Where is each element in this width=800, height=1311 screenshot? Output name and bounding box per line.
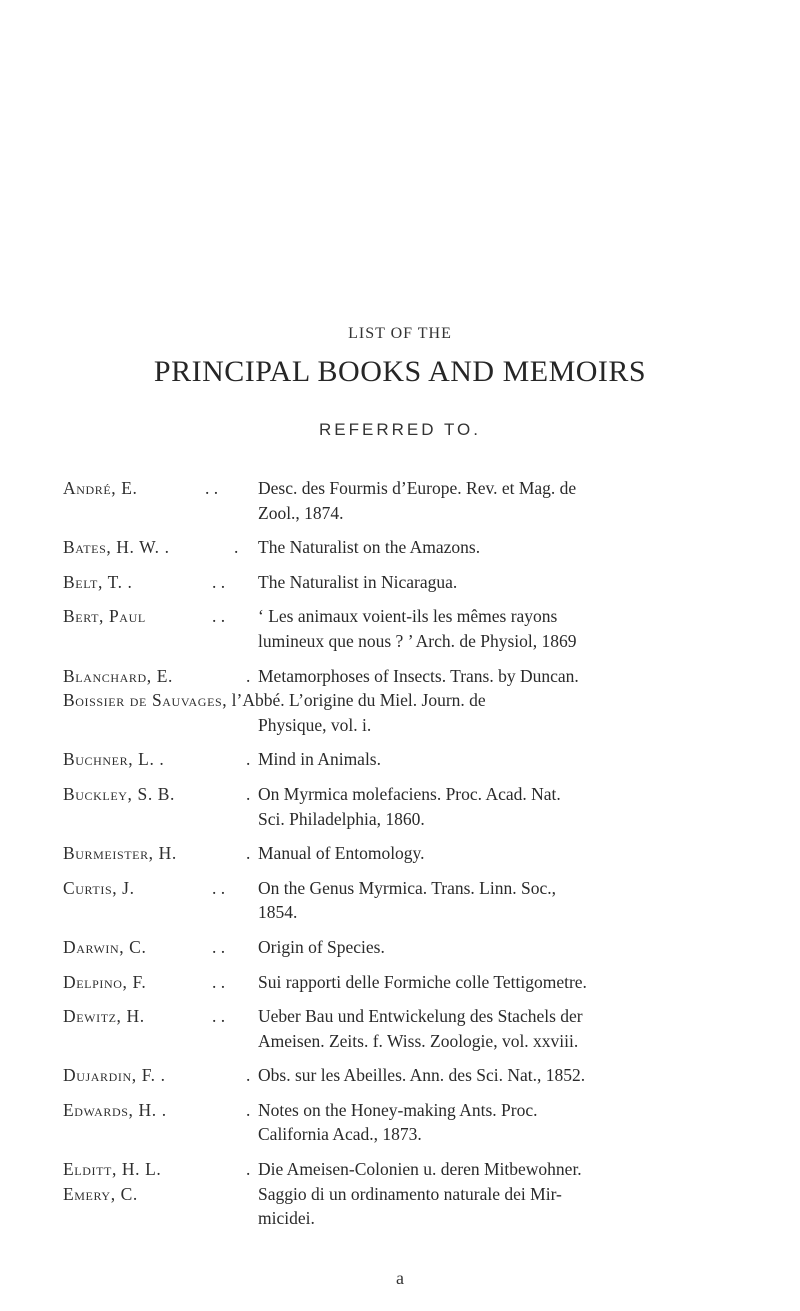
entry-author: Buchner, L. . (63, 749, 165, 770)
reference-entry (0, 664, 800, 689)
entry-leader-dots: . . (212, 571, 226, 592)
entry-line: On Myrmica molefaciens. Proc. Acad. Nat. (258, 783, 561, 804)
heading-principal-books: PRINCIPAL BOOKS AND MEMOIRS (153, 355, 647, 388)
entry-leader-dots: . (246, 1159, 251, 1180)
entry-reference (258, 535, 754, 560)
reference-entry (0, 1157, 800, 1182)
entry-line: Ameisen. Zeits. f. Wiss. Zoologie, vol. xxviii. (258, 1030, 579, 1051)
entry-reference (258, 570, 754, 595)
entry-reference (258, 1157, 754, 1182)
entry-author: Belt, T. . (63, 571, 133, 592)
entry-line: Obs. sur les Abeilles. Ann. des Sci. Nat., 1852. (258, 1065, 586, 1086)
entry-leader-dots: . . (205, 478, 219, 498)
entry-reference (258, 1004, 754, 1053)
entry-line: micidei. (258, 1208, 315, 1229)
entry-line: Saggio di un ordinamento naturale dei Mir- (258, 1183, 562, 1204)
entry-line: Metamorphoses of Insects. Trans. by Duncan. (258, 665, 579, 686)
reference-entry (0, 1098, 800, 1147)
entry-line: The Naturalist in Nicaragua. (258, 571, 458, 592)
entry-author: Delpino, F. (63, 971, 147, 992)
entry-author: Boissier de Sauvages, (63, 690, 228, 711)
reference-entry (0, 876, 800, 925)
entry-line: ‘ Les animaux voient-ils les mêmes rayons (258, 606, 558, 627)
entry-reference (258, 664, 754, 689)
reference-entry (0, 476, 800, 525)
entry-author: Blanchard, E. (63, 665, 173, 686)
reference-entry (0, 747, 800, 772)
entry-author: Curtis, J. (63, 877, 135, 898)
entry-reference (258, 747, 754, 772)
entry-line: Sui rapporti delle Formiche colle Tettigometre. (258, 971, 587, 992)
entry-reference (258, 876, 754, 925)
heading-referred-to: REFERRED TO. (319, 420, 481, 439)
entry-author: Elditt, H. L. (63, 1159, 162, 1180)
entry-reference (258, 935, 754, 960)
entry-reference (258, 1098, 754, 1147)
entry-line: Die Ameisen-Colonien u. deren Mitbewohner. (258, 1159, 582, 1180)
entry-leader-dots: . . (212, 1006, 226, 1027)
entry-line: The Naturalist on the Amazons. (258, 537, 481, 558)
reference-entry (0, 1004, 800, 1053)
reference-entry (0, 935, 800, 960)
entry-leader-dots: . (246, 665, 251, 686)
entry-line: 1854. (258, 902, 298, 923)
entry-author: Emery, C. (63, 1183, 138, 1204)
entry-leader-dots: . (246, 843, 251, 864)
entry-author: Dujardin, F. . (63, 1065, 166, 1086)
entry-leader-dots: . . (212, 971, 226, 992)
reference-entry-boissier (63, 688, 754, 737)
entry-line: l’Abbé. L’origine du Miel. Journ. de (231, 690, 486, 711)
entry-reference (258, 476, 754, 525)
reference-entry (0, 1182, 800, 1231)
entry-line: Physique, vol. i. (258, 714, 372, 735)
entry-line: Notes on the Honey-making Ants. Proc. (258, 1099, 538, 1120)
entry-author: Burmeister, H. (63, 843, 177, 864)
entry-line: Manual of Entomology. (258, 843, 425, 864)
entry-reference (258, 1182, 754, 1231)
reference-list (0, 476, 800, 1231)
reference-entry (0, 570, 800, 595)
entry-leader-dots: . (246, 1099, 251, 1120)
reference-entry (0, 604, 800, 653)
entry-author: Bert, Paul (63, 606, 146, 627)
reference-entry (0, 1063, 800, 1088)
entry-line: Zool., 1874. (258, 502, 344, 523)
entry-reference (258, 782, 754, 831)
entry-author: Darwin, C. (63, 936, 147, 957)
entry-line: Origin of Species. (258, 936, 385, 957)
entry-leader-dots: . (246, 749, 251, 770)
reference-entry (0, 782, 800, 831)
entry-author: Bates, H. W. . (63, 537, 170, 558)
entry-line: California Acad., 1873. (258, 1124, 422, 1145)
entry-line: Desc. des Fourmis d’Europe. Rev. et Mag. de (258, 478, 577, 498)
entry-author: Dewitz, H. (63, 1006, 145, 1027)
entry-reference (258, 604, 754, 653)
entry-reference (258, 970, 754, 995)
entry-author: Buckley, S. B. (63, 783, 176, 804)
entry-leader-dots: . (246, 783, 251, 804)
entry-reference (258, 1063, 754, 1088)
entry-author: André, E. (63, 478, 138, 498)
entry-reference (258, 841, 754, 866)
reference-entry (0, 970, 800, 995)
reference-entry (0, 841, 800, 866)
heading-list-of-the: LIST OF THE (348, 325, 452, 342)
entry-line: Mind in Animals. (258, 749, 381, 770)
entry-leader-dots: . . (212, 936, 226, 957)
reference-entry (0, 535, 800, 560)
entry-author: Edwards, H. . (63, 1099, 167, 1120)
entry-line: On the Genus Myrmica. Trans. Linn. Soc., (258, 877, 556, 898)
entry-leader-dots: . . (212, 606, 226, 627)
signature-mark: a (396, 1268, 404, 1288)
entry-line: Ueber Bau und Entwickelung des Stachels der (258, 1006, 583, 1027)
entry-leader-dots: . . (212, 877, 226, 898)
entry-line: lumineux que nous ? ’ Arch. de Physiol, 1869 (258, 630, 577, 651)
entry-line: Sci. Philadelphia, 1860. (258, 808, 425, 829)
entry-leader-dots: . (246, 1065, 251, 1086)
entry-leader-dots: . (234, 537, 239, 558)
